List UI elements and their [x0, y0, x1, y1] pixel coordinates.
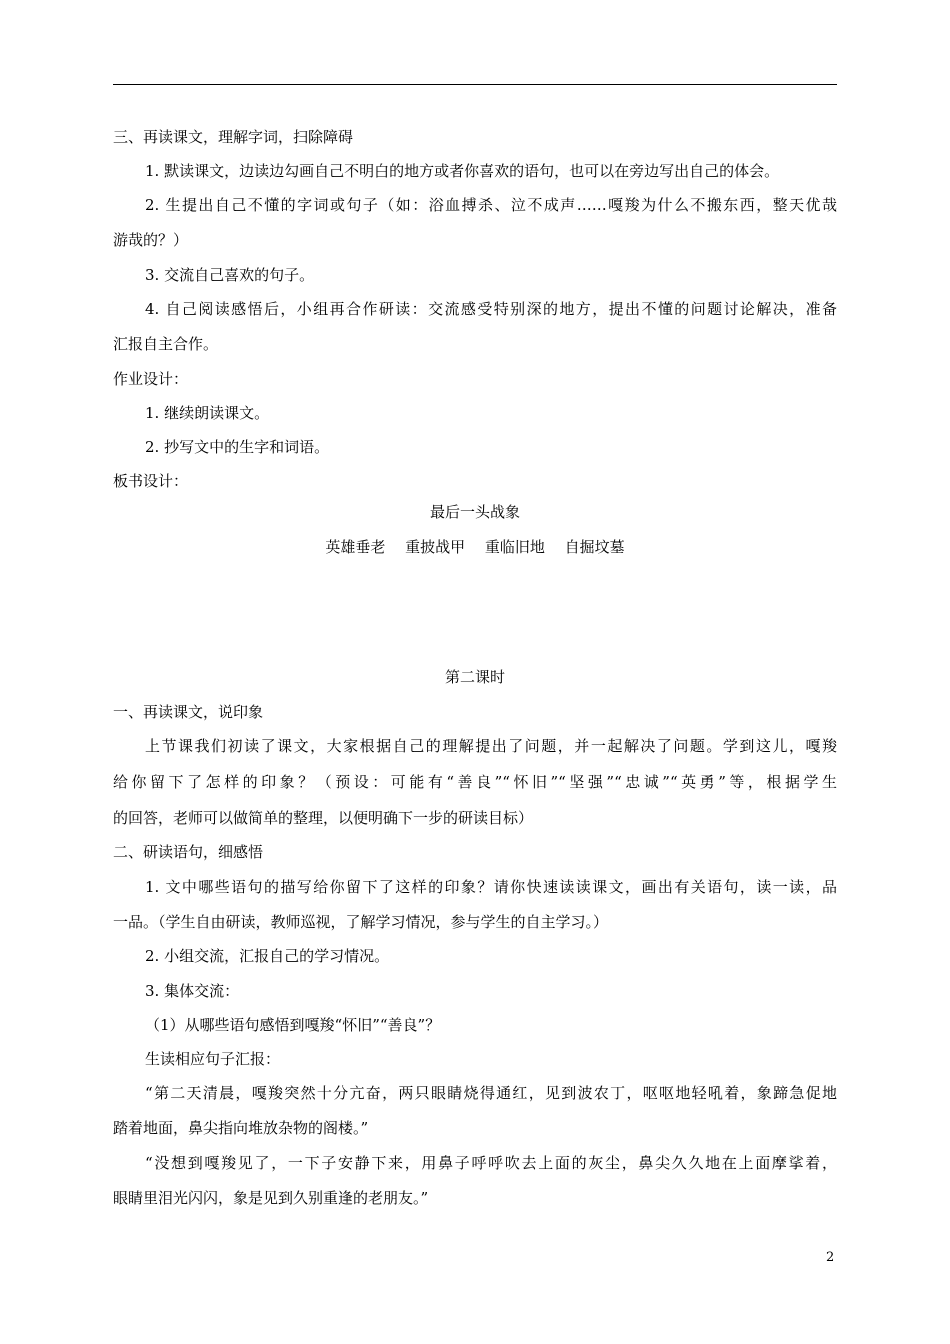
lesson-2-title: 第二课时 [444, 668, 505, 686]
step-3: 3. 交流自己喜欢的句子。 [145, 266, 315, 284]
part-1-para-line-2: 给你留下了怎样的印象？（预设：可能有“善良”“怀旧”“坚强”“忠诚”“英勇”等，根据学生 [113, 773, 837, 791]
step-1: 1. 默读课文，边读边勾画自己不明白的地方或者你喜欢的语句，也可以在旁边写出自己的体会。 [145, 162, 780, 180]
step-4-line-2: 汇报自主合作。 [113, 335, 219, 353]
board-heading: 板书设计： [113, 472, 189, 490]
board-title: 最后一头战象 [429, 503, 520, 521]
homework-item-2: 2. 抄写文中的生字和词语。 [145, 438, 330, 456]
step-4-line-1: 4. 自己阅读感悟后，小组再合作研读：交流感受特别深的地方，提出不懂的问题讨论解决，准备 [145, 300, 837, 318]
header-rule [113, 84, 837, 85]
quote-1-line-1: “第二天清晨，嘎羧突然十分亢奋，两只眼睛烧得通红，见到波农丁，呕呕地轻吼着，象蹄急促地 [145, 1084, 837, 1102]
page-number: 2 [826, 1250, 835, 1265]
section-heading-reread: 三、再读课文，理解字词，扫除障碍 [113, 128, 354, 146]
step-2-line-2: 游哉的？） [113, 231, 189, 249]
homework-item-1: 1. 继续朗读课文。 [145, 404, 270, 422]
part-2-item-1-line-1: 1. 文中哪些语句的描写给你留下了这样的印象？请你快速读读课文，画出有关语句，读一读，品 [145, 878, 837, 896]
part-2-item-2: 2. 小组交流，汇报自己的学习情况。 [145, 947, 390, 965]
board-keywords: 英雄垂老 重披战甲 重临旧地 自掘坟墓 [325, 538, 625, 556]
part-1-para-line-3: 的回答，老师可以做简单的整理，以便明确下一步的研读目标） [113, 809, 534, 827]
part-2-heading: 二、研读语句，细感悟 [113, 843, 264, 861]
part-2-sub-question-1: （1）从哪些语句感悟到嘎羧“怀旧”“善良”？ [145, 1016, 441, 1034]
quote-2-line-1: “没想到嘎羧见了，一下子安静下来，用鼻子呼呼吹去上面的灰尘，鼻尖久久地在上面摩挲着， [145, 1154, 837, 1172]
part-2-item-3: 3. 集体交流： [145, 982, 240, 1000]
homework-heading: 作业设计： [113, 370, 189, 388]
step-2-line-1: 2. 生提出自己不懂的字词或句子（如：浴血搏杀、泣不成声……嘎羧为什么不搬东西，整天优哉 [145, 196, 837, 214]
part-1-para-line-1: 上节课我们初读了课文，大家根据自己的理解提出了问题，并一起解决了问题。学到这儿，嘎羧 [145, 737, 837, 755]
student-report-label: 生读相应句子汇报： [145, 1050, 281, 1068]
part-2-item-1-line-2: 一品。（学生自由研读，教师巡视，了解学习情况，参与学生的自主学习。） [113, 913, 609, 931]
quote-1-line-2: 踏着地面，鼻尖指向堆放杂物的阁楼。” [113, 1119, 369, 1137]
quote-2-line-2: 眼睛里泪光闪闪，象是见到久别重逢的老朋友。” [113, 1189, 429, 1207]
part-1-heading: 一、再读课文，说印象 [113, 703, 264, 721]
